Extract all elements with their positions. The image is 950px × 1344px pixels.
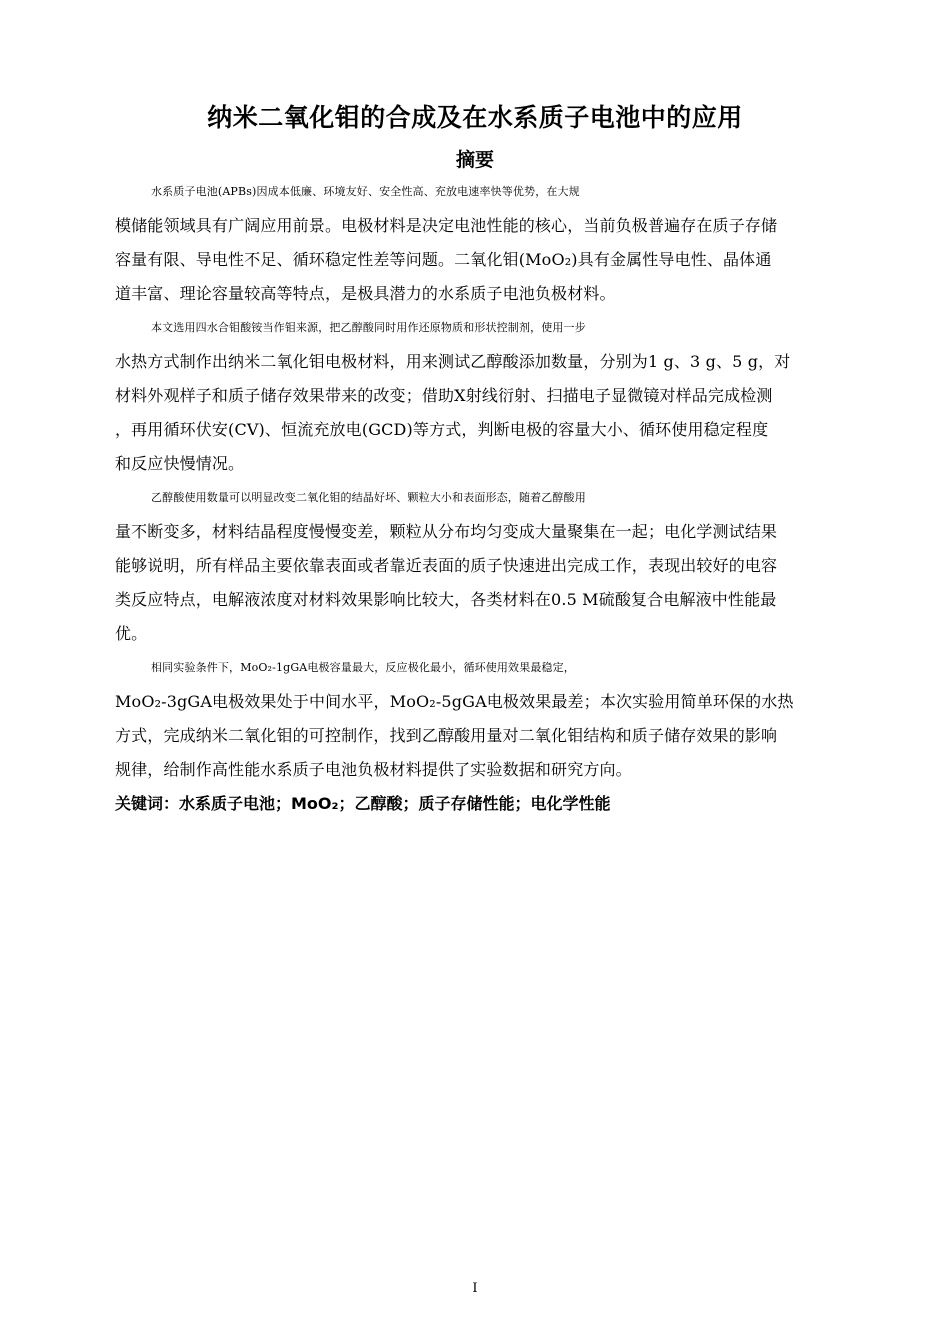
text-line: 能够说明，所有样品主要依靠表面或者靠近表面的质子快速进出完成工作，表现出较好的电容 [115,556,778,575]
text-line: 水热方式制作出纳米二氧化钼电极材料，用来测试乙醇酸添加数量，分别为1 g、3 g、5 g，对 [115,352,791,371]
text-line: 本文选用四水合钼酸铵当作钼来源，把乙醇酸同时用作还原物质和形状控制剂，使用一步 [151,321,586,334]
text-line: 模储能领域具有广阔应用前景。电极材料是决定电池性能的核心，当前负极普遍存在质子存储 [115,216,778,235]
abstract-paragraph-2 [115,311,860,481]
abstract-paragraph-3 [115,481,860,651]
text-line: 规律，给制作高性能水系质子电池负极材料提供了实验数据和研究方向。 [115,760,632,779]
text-line: 和反应快慢情况。 [115,454,245,473]
abstract-paragraph-4 [115,651,860,787]
text-line: MoO₂-3gGA电极效果处于中间水平，MoO₂-5gGA电极效果最差；本次实验用简单环保的水热 [115,692,794,711]
abstract-body [115,175,860,821]
text-line: 水系质子电池(APBs)因成本低廉、环境友好、安全性高、充放电速率快等优势，在大规 [151,185,580,198]
abstract-heading: 摘要 [455,149,494,171]
text-line: 材料外观样子和质子储存效果带来的改变；借助X射线衍射、扫描电子显微镜对样品完成检测 [115,386,773,405]
keywords-line: 关键词：水系质子电池；MoO₂；乙醇酸；质子存储性能；电化学性能 [115,794,611,813]
text-line: 道丰富、理论容量较高等特点，是极具潜力的水系质子电池负极材料。 [115,284,616,303]
text-line: ，再用循环伏安(CV)、恒流充放电(GCD)等方式，判断电极的容量大小、循环使用稳定程度 [115,420,769,439]
page-number: I [472,1281,478,1296]
text-line: 乙醇酸使用数量可以明显改变二氧化钼的结晶好坏、颗粒大小和表面形态，随着乙醇酸用 [151,491,586,504]
text-line: 量不断变多，材料结晶程度慢慢变差，颗粒从分布均匀变成大量聚集在一起；电化学测试结果 [115,522,778,541]
text-line: 容量有限、导电性不足、循环稳定性差等问题。二氧化钼(MoO₂)具有金属性导电性、晶体通 [115,250,772,269]
text-line: 相同实验条件下，MoO₂-1gGA电极容量最大，反应极化最小，循环使用效果最稳定， [151,661,575,674]
document-title: 纳米二氧化钼的合成及在水系质子电池中的应用 [207,103,743,132]
text-line: 方式，完成纳米二氧化钼的可控制作，找到乙醇酸用量对二氧化钼结构和质子储存效果的影响 [115,726,778,745]
text-line: 类反应特点，电解液浓度对材料效果影响比较大，各类材料在0.5 M硫酸复合电解液中性能最 [115,590,777,609]
text-line: 优。 [115,624,148,643]
abstract-paragraph-1 [115,175,860,311]
